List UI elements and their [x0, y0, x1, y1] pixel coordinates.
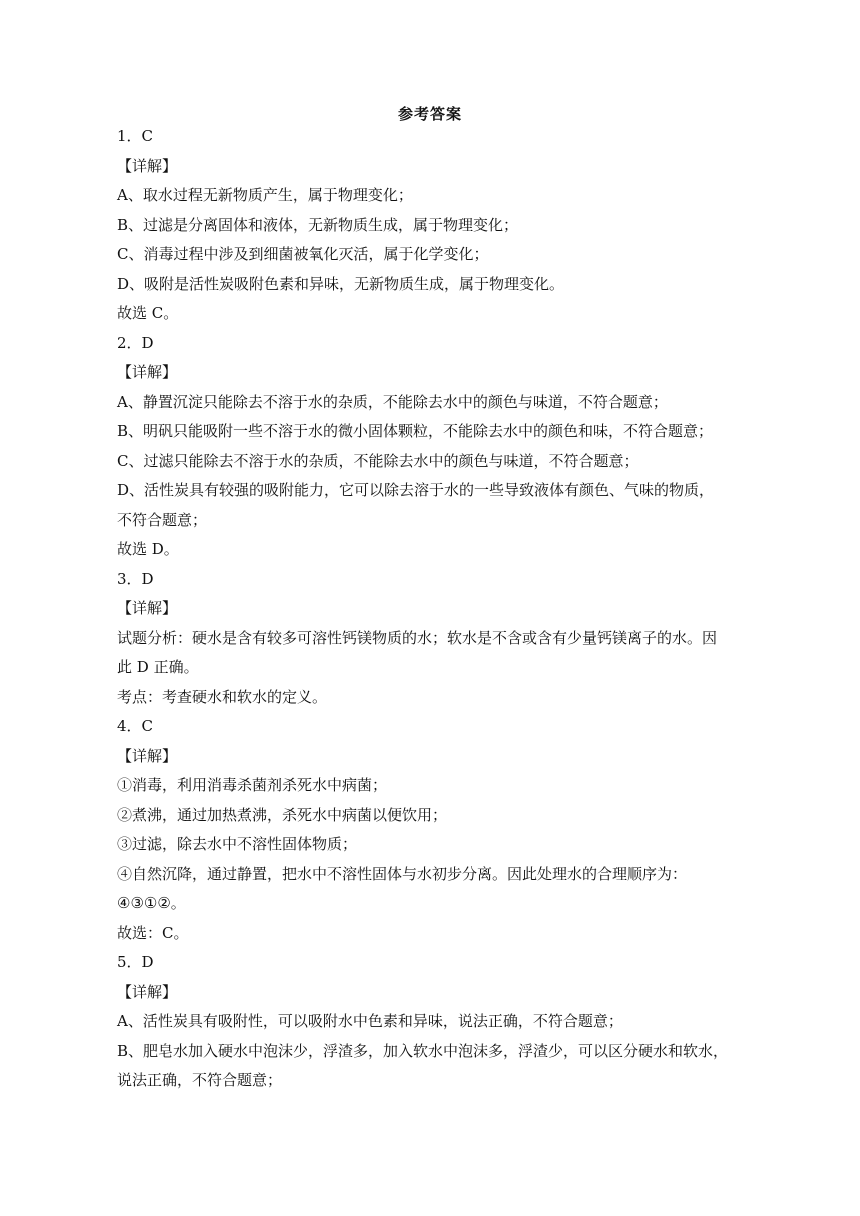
- text-line: ③过滤，除去水中不溶性固体物质；: [117, 835, 358, 853]
- text-line: ①消毒，利用消毒杀菌剂杀死水中病菌；: [117, 776, 388, 794]
- text-line: ④③①②。: [117, 894, 186, 912]
- text-line: 此 D 正确。: [117, 658, 199, 676]
- text-line: C、过滤只能除去不溶于水的杂质，不能除去水中的颜色与味道，不符合题意；: [117, 451, 639, 470]
- text-line: ④自然沉降，通过静置，把水中不溶性固体与水初步分离。因此处理水的合理顺序为：: [117, 864, 688, 883]
- conclusion-line: 故选：C。: [117, 923, 189, 942]
- explanation-header: 【详解】: [117, 746, 178, 765]
- conclusion-line: 故选 C。: [117, 304, 179, 322]
- text-line: B、肥皂水加入硬水中泡沫少，浮渣多，加入软水中泡沫多，浮渣少，可以区分硬水和软水，: [117, 1041, 729, 1060]
- text-line: B、明矾只能吸附一些不溶于水的微小固体颗粒，不能除去水中的颜色和味，不符合题意；: [117, 422, 714, 440]
- explanation-header: 【详解】: [117, 156, 178, 175]
- answer-number: 5．D: [117, 953, 154, 971]
- conclusion-line: 故选 D。: [117, 540, 179, 558]
- text-line: D、活性炭具有较强的吸附能力，它可以除去溶于水的一些导致液体有颜色、气味的物质，: [117, 481, 715, 499]
- text-line: C、消毒过程中涉及到细菌被氧化灭活，属于化学变化；: [117, 245, 489, 263]
- explanation-header: 【详解】: [117, 982, 178, 1001]
- text-line: 不符合题意；: [117, 510, 208, 529]
- text-line: D、吸附是活性炭吸附色素和异味，无新物质生成，属于物理变化。: [117, 274, 565, 293]
- answer-number: 1．C: [117, 127, 154, 145]
- explanation-header: 【详解】: [117, 363, 178, 381]
- text-line: A、活性炭具有吸附性，可以吸附水中色素和异味，说法正确，不符合题意；: [117, 1012, 623, 1030]
- text-line: 说法正确，不符合题意；: [117, 1071, 283, 1089]
- answer-number: 4．C: [117, 717, 154, 735]
- text-line: A、取水过程无新物质产生，属于物理变化；: [117, 186, 413, 204]
- text-line: 试题分析：硬水是含有较多可溶性钙镁物质的水；软水是不含或含有少量钙镁离子的水。因: [117, 628, 718, 647]
- answer-body: [117, 122, 737, 1096]
- answer-number: 3．D: [117, 569, 154, 588]
- page-title: 参考答案: [397, 105, 462, 123]
- text-line: 考点：考查硬水和软水的定义。: [117, 687, 328, 706]
- text-line: B、过滤是分离固体和液体，无新物质生成，属于物理变化；: [117, 215, 519, 234]
- answer-number: 2．D: [117, 333, 154, 352]
- text-line: ②煮沸，通过加热煮沸，杀死水中病菌以便饮用；: [117, 805, 448, 824]
- explanation-header: 【详解】: [117, 599, 178, 617]
- text-line: A、静置沉淀只能除去不溶于水的杂质，不能除去水中的颜色与味道，不符合题意；: [117, 392, 668, 411]
